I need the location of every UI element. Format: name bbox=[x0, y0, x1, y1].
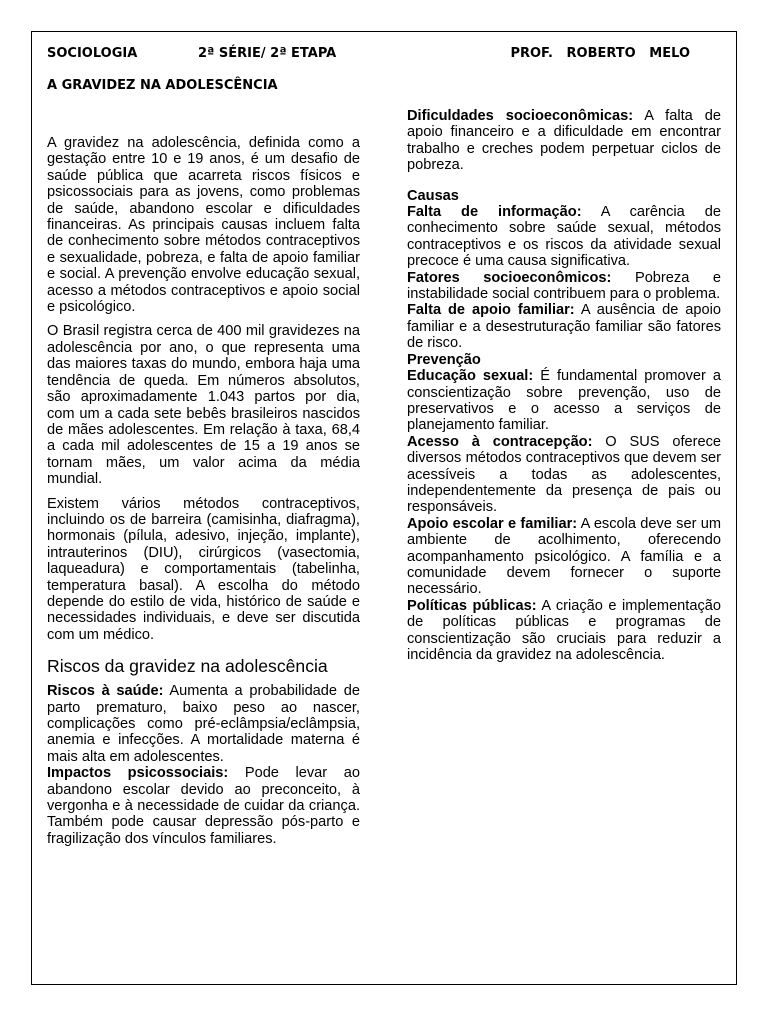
cause-item bbox=[407, 302, 721, 351]
prevention-heading: Prevenção bbox=[407, 351, 481, 368]
risk-label: Dificuldades socioeconômicas: bbox=[407, 108, 634, 124]
prevention-item bbox=[407, 434, 721, 516]
statistics-paragraph: O Brasil registra cerca de 400 mil gravidezes na adolescência por ano, o que representa uma das maiores taxas do mundo, embora haja uma tendência de queda. Em números absolutos, são aproximadamente 1.043 partos por dia, com um a cada sete bebês brasileiros nascidos de mães adolescentes. Em relação à taxa, 68,4 a cada mil adolescentes de 15 a 19 anos se tornam mães, um valor acima da média mundial. bbox=[47, 323, 360, 488]
causes-heading: Causas bbox=[407, 187, 459, 204]
risk-item-health bbox=[47, 683, 360, 765]
prevention-text: A criação e implementação de políticas públicas e programas de conscientização são cruciais para reduzir a incidência da gravidez na adolescência. bbox=[407, 597, 722, 663]
prevention-text: É fundamental promover a conscientização sobre prevenção, uso de preservativos e o acesso a serviços de planejamento familiar. bbox=[407, 368, 722, 434]
risk-item-psychosocial bbox=[47, 765, 360, 847]
prevention-label: Educação sexual: bbox=[407, 368, 534, 385]
right-column bbox=[407, 108, 721, 663]
prevention-item bbox=[407, 368, 721, 434]
risk-text: Pode levar ao abandono escolar devido ao preconceito, à vergonha e à necessidade de cuidar da criança. Também pode causar depressão pós-parto e fragilização dos vínculos familiares. bbox=[47, 765, 360, 847]
risk-text: Aumenta a probabilidade de parto prematuro, baixo peso ao nascer, complicações como pré-eclâmpsia/eclâmpsia, anemia e infecções. A mortalidade materna é mais alta em adolescentes. bbox=[47, 683, 360, 765]
prevention-item bbox=[407, 598, 721, 664]
subject-label: SOCIOLOGIA bbox=[47, 46, 138, 61]
document-header bbox=[47, 46, 690, 66]
document-title: A GRAVIDEZ NA ADOLESCÊNCIA bbox=[47, 78, 278, 93]
cause-label: Falta de apoio familiar: bbox=[407, 302, 575, 319]
cause-text: A carência de conhecimento sobre saúde sexual, métodos contraceptivos e os riscos da atividade sexual precoce é uma causa significativa. bbox=[407, 204, 721, 270]
prevention-label: Políticas públicas: bbox=[407, 597, 537, 614]
risk-label: Impactos psicossociais: bbox=[47, 765, 229, 782]
intro-paragraph: A gravidez na adolescência, definida como a gestação entre 10 e 19 anos, é um desafio de saúde pública que acarreta riscos físicos e psicossociais para as jovens, como problemas de saúde, abandono escolar e dificuldades financeiras. As principais causas incluem falta de conhecimento sobre métodos contraceptivos e sexualidade, pobreza, e falta de apoio familiar e social. A prevenção envolve educação sexual, acesso a métodos contraceptivos e apoio social e psicológico. bbox=[47, 135, 360, 316]
grade-label: 2ª SÉRIE/ 2ª ETAPA bbox=[198, 46, 337, 61]
teacher-label: PROF. ROBERTO MELO bbox=[510, 46, 690, 61]
prevention-text: O SUS oferece diversos métodos contraceptivos que devem ser acessíveis a todas as adolescentes, independentemente da presença de pais ou responsáveis. bbox=[407, 433, 722, 516]
left-column bbox=[47, 135, 360, 847]
cause-item bbox=[407, 270, 721, 303]
prevention-item bbox=[407, 516, 721, 598]
cause-label: Falta de informação: bbox=[407, 204, 582, 221]
risk-text: A falta de apoio financeiro e a dificuldade em encontrar trabalho e creches podem perpetuar ciclos de pobreza. bbox=[407, 108, 721, 174]
prevention-label: Acesso à contracepção: bbox=[407, 433, 593, 450]
cause-text: A ausência de apoio familiar e a desestruturação familiar são fatores de risco. bbox=[407, 302, 721, 352]
risks-heading: Riscos da gravidez na adolescência bbox=[47, 656, 328, 677]
cause-label: Fatores socioeconômicos: bbox=[407, 269, 612, 286]
risk-label: Riscos à saúde: bbox=[47, 683, 164, 700]
risk-item-socioeconomic bbox=[407, 108, 721, 174]
prevention-label: Apoio escolar e familiar: bbox=[407, 515, 578, 532]
cause-text: Pobreza e instabilidade social contribuem para o problema. bbox=[407, 269, 721, 303]
contraceptives-paragraph: Existem vários métodos contraceptivos, incluindo os de barreira (camisinha, diafragma), hormonais (pílula, adesivo, injeção, implante), intrauterinos (DIU), cirúrgicos (vasectomia, laqueadura) e comportamentais (tabelinha, temperatura basal). A escolha do método depende do estilo de vida, histórico de saúde e necessidades individuais, e deve ser discutida com um médico. bbox=[47, 495, 360, 643]
prevention-text: A escola deve ser um ambiente de acolhimento, oferecendo acompanhamento psicológico. A família e a comunidade devem fornecer o suporte necessário. bbox=[407, 515, 721, 598]
cause-item bbox=[407, 204, 721, 270]
